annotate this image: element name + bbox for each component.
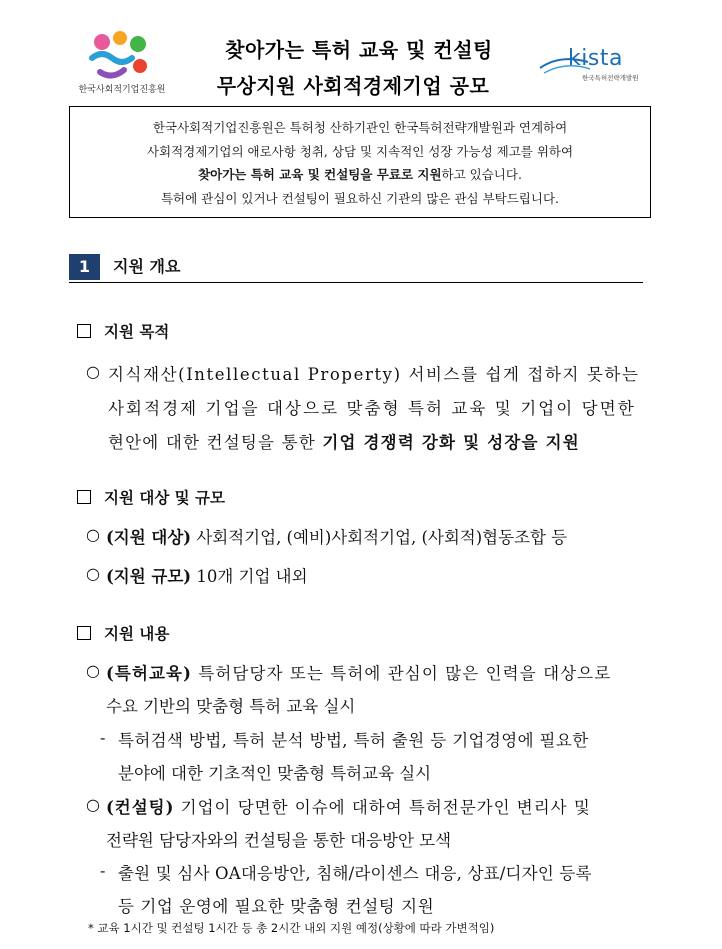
consulting-sub-line-1: 출원 및 심사 OA대응방안, 침해/라이센스 대응, 상표/디자인 등록 [118,864,592,883]
target-heading-text: 지원 대상 및 규모 [104,488,226,507]
purpose-heading-text: 지원 목적 [104,322,170,341]
kista-wordmark: kista [568,46,623,71]
education-sub-line-1: 특허검색 방법, 특허 분석 방법, 특허 출원 등 기업경영에 필요한 [118,731,589,750]
education-label: (특허교육) [106,664,192,683]
footnote: * 교육 1시간 및 컨설팅 1시간 등 총 2시간 내외 지원 예정(상황에 따라 가변적임) [88,921,495,935]
education-sub-line-2: 분야에 대한 기초적인 맞춤형 특허교육 실시 [118,764,432,783]
purpose-line-2: 사회적경제 기업을 대상으로 맞춤형 특허 교육 및 기업이 당면한 [108,399,636,418]
purpose-line-3-bold: 기업 경쟁력 강화 및 성장을 지원 [322,433,580,452]
education-line-1 [106,660,656,684]
purpose-line-3 [108,429,655,453]
intro-line-3 [70,163,650,187]
intro-line-2: 사회적경제기업의 애로사항 청취, 상담 및 지속적인 성장 가능성 제고를 위하여 [146,143,574,159]
dash-marker-icon: - [100,728,106,747]
bullet-circle-icon: ○ [86,564,100,583]
document-header [0,0,722,110]
intro-line-4: 특허에 관심이 있거나 컨설팅이 필요하신 기관의 많은 관심 부탁드립니다. [160,190,559,206]
target-heading [77,486,225,508]
education-line-2: 수요 기반의 맞춤형 특허 교육 실시 [106,697,356,716]
bullet-circle-icon: ○ [86,525,100,544]
checkbox-square-icon [77,626,91,640]
target-item-1-text: 사회적기업, (예비)사회적기업, (사회적)협동조합 등 [191,528,568,547]
section-number-badge: 1 [69,254,100,280]
content-heading [77,622,169,644]
left-logo-org-name: 한국사회적기업진흥원 [78,85,166,95]
bullet-circle-icon: ○ [86,795,100,814]
bullet-circle-icon: ○ [86,362,100,381]
consulting-sub-line-2: 등 기업 운영에 필요한 맞춤형 컨설팅 지원 [118,897,435,916]
checkbox-square-icon [77,324,91,338]
intro-line-1: 한국사회적기업진흥원은 특허청 산하기관인 한국특허전략개발원과 연계하여 [152,120,568,135]
target-item-1-label: (지원 대상) [106,528,192,547]
purpose-line-3-plain: 현안에 대한 컨설팅을 통한 [108,433,323,452]
intro-line-3-bold: 찾아가는 특허 교육 및 컨설팅을 무료로 지원 [198,167,442,182]
kista-logo [538,46,668,90]
content-heading-text: 지원 내용 [104,624,170,643]
target-item-2 [106,563,656,587]
consulting-line-2: 전략원 담당자와의 컨설팅을 통한 대응방안 모색 [106,831,452,850]
title-line-1: 찾아가는 특허 교육 및 컨설팅 [225,38,493,62]
dash-marker-icon: - [100,861,106,880]
purpose-heading [77,320,169,342]
checkbox-square-icon [77,490,91,504]
consulting-line-1-text: 기업이 당면한 이슈에 대하여 특허전문가인 변리사 및 [174,798,591,817]
title-line-2: 무상지원 사회적경제기업 공모 [216,74,490,98]
right-logo-org-name: 한국특허전략개발원 [582,74,639,82]
intro-box [69,106,651,218]
consulting-line-1 [106,794,656,818]
consulting-label: (컨설팅) [106,798,175,817]
education-line-1-text: 특허담당자 또는 특허에 관심이 많은 인력을 대상으로 [191,664,612,683]
target-item-2-label: (지원 규모) [106,567,192,586]
purpose-line-1: 지식재산(Intellectual Property) 서비스를 쉽게 접하지 못하는 [108,365,640,384]
intro-line-3-rest: 하고 있습니다. [441,167,522,182]
section-heading [69,254,643,283]
section-title: 지원 개요 [113,257,181,276]
bullet-circle-icon: ○ [86,661,100,680]
target-item-1 [106,524,656,548]
target-item-2-text: 10개 기업 내외 [191,567,308,586]
